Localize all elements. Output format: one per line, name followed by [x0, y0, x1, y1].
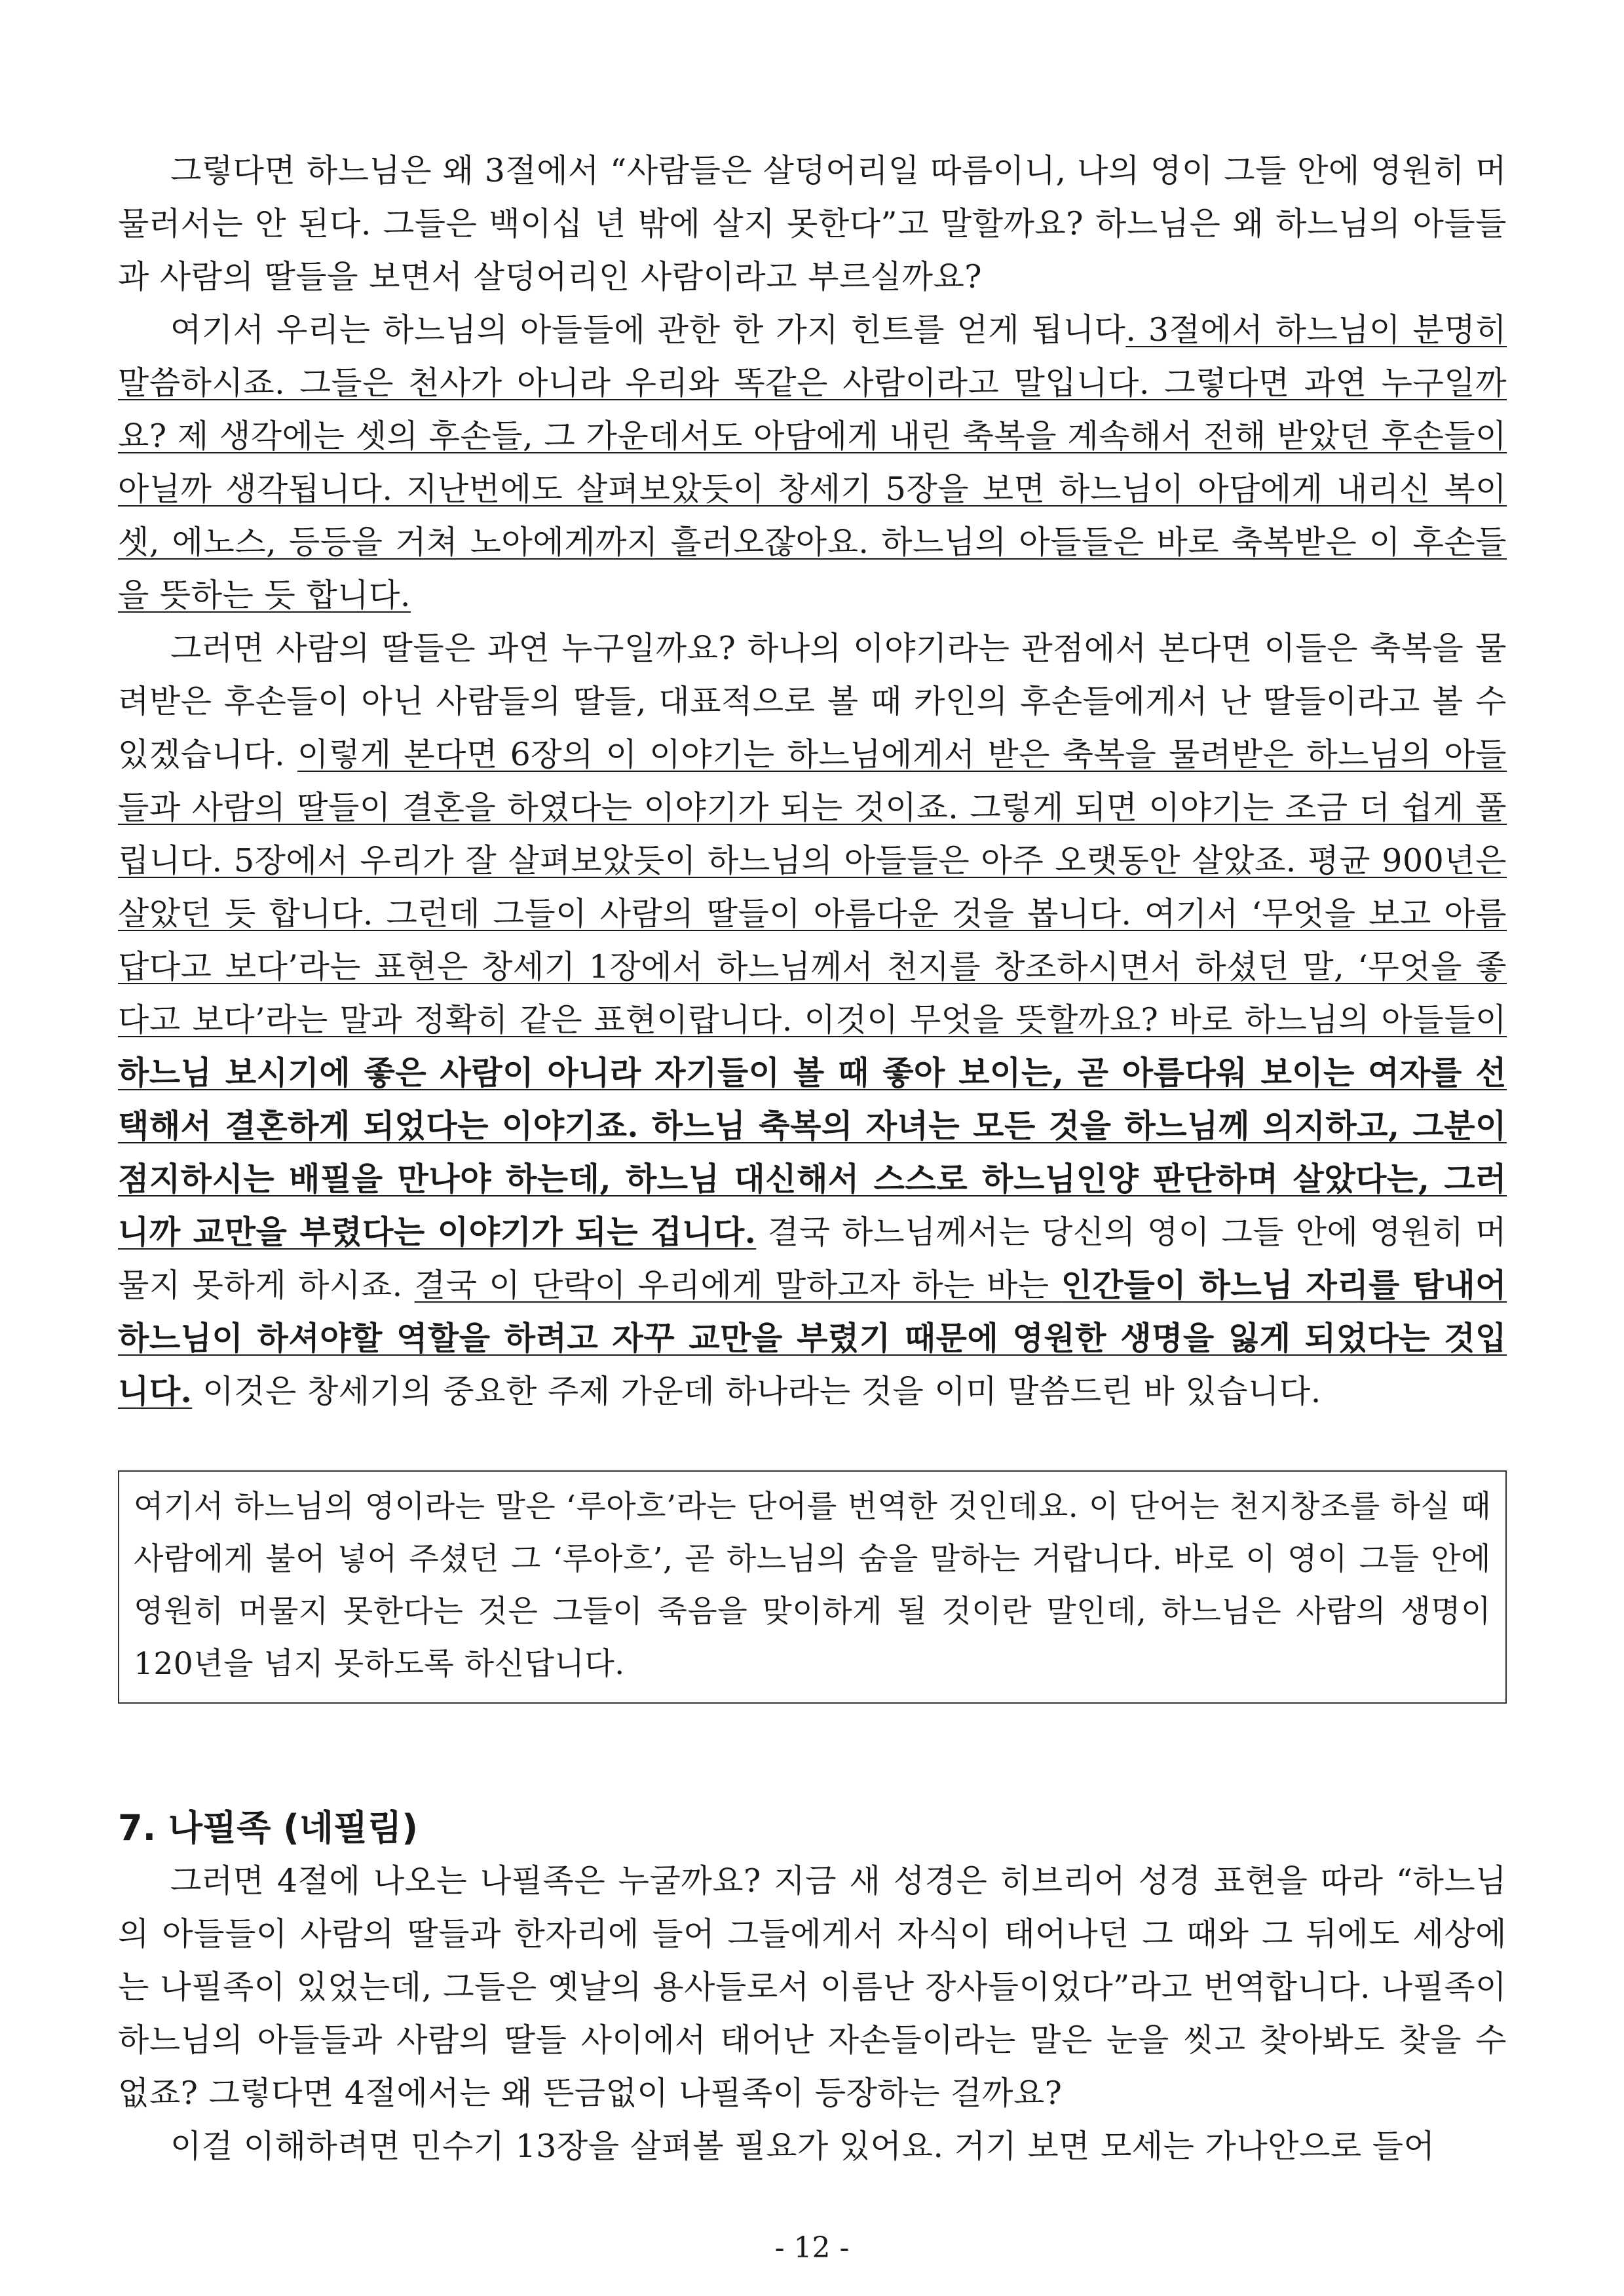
note-box — [118, 1470, 1507, 1704]
paragraph-1 — [118, 144, 1507, 303]
paragraph-3-underlined-a: 이렇게 본다면 6장의 이 이야기는 하느님에게서 받은 축복을 물려받은 하느님의 아들들과 사람의 딸들이 결혼을 하였다는 이야기가 되는 것이죠. 그렇게 되면 이야기는 조금 더 쉽게 풀립니다. 5장에서 우리가 잘 살펴보았듯이 하느님의 아들들은 아주 오랫동안 살았죠. 평균 900년은 살았던 듯 합니다. 그런데 그들이 사람의 딸들이 아름다운 것을 봅니다. 여기서 ‘무엇을 보고 아름답다고 보다’라는 표현은 창세기 1장에서 하느님께서 천지를 창조하시면서 하셨던 말, ‘무엇을 좋다고 보다’라는 말과 정확히 같은 표현이랍니다. 이것이 무엇을 뜻할까요? 바로 하느님의 아들들이 — [118, 736, 1507, 1039]
note-text: 여기서 하느님의 영이라는 말은 ‘루아흐’라는 단어를 번역한 것인데요. 이 단어는 천지창조를 하실 때 사람에게 불어 넣어 주셨던 그 ‘루아흐’, 곧 하느님의 숨을 말하는 거랍니다. 바로 이 영이 그들 안에 영원히 머물지 못한다는 것은 그들이 죽음을 맞이하게 될 것이란 말인데, 하느님은 사람의 생명이 120년을 넘지 못하도록 하신답니다. — [134, 1489, 1491, 1682]
paragraph-3-bold-underlined-b: 인간들이 하느님 자리를 탐내어 하느님이 하셔야할 역할을 하려고 자꾸 교만을 부렸기 때문에 영원한 생명을 잃게 되었다는 것입니다. — [118, 1266, 1507, 1410]
paragraph-2-text: 여기서 우리는 하느님의 아들들에 관한 한 가지 힌트를 얻게 됩니다 — [170, 311, 1126, 349]
paragraph-1-text: 그렇다면 하느님은 왜 3절에서 “사람들은 살덩어리일 따름이니, 나의 영이 그들 안에 영원히 머물러서는 안 된다. 그들은 백이십 년 밖에 살지 못한다”고 말할까요? 하느님은 왜 하느님의 아들들과 사람의 딸들을 보면서 살덩어리인 사람이라고 부르실까요? — [118, 152, 1507, 296]
section-heading: 7. 나필족 (네필림) — [118, 1807, 419, 1848]
page-number: - 12 - — [774, 2231, 850, 2265]
document-page — [118, 144, 1507, 2173]
paragraph-3 — [118, 622, 1507, 1418]
section-7-paragraph-1: 그러면 4절에 나오는 나필족은 누굴까요? 지금 새 성경은 히브리어 성경 표현을 따라 “하느님의 아들들이 사람의 딸들과 한자리에 들어 그들에게서 자식이 태어나던 그 때와 그 뒤에도 세상에는 나필족이 있었는데, 그들은 옛날의 용사들로서 이름난 장사들이었다”라고 번역합니다. 나필족이 하느님의 아들들과 사람의 딸들 사이에서 태어난 자손들이라는 말은 눈을 씻고 찾아봐도 찾을 수 없죠? 그렇다면 4절에서는 왜 뜬금없이 나필족이 등장하는 걸까요? — [118, 1862, 1507, 2112]
paragraph-2 — [118, 303, 1507, 622]
paragraph-3-text-b: 결국 하느님께서는 당신의 영이 그들 안에 영원히 머물지 못하게 하시죠. — [118, 1214, 1507, 1304]
paragraph-3-underlined-b: 결국 이 단락이 우리에게 말하고자 하는 바는 — [414, 1267, 1061, 1304]
section-7-paragraph-2: 이걸 이해하려면 민수기 13장을 살펴볼 필요가 있어요. 거기 보면 모세는 가나안으로 들어 — [170, 2128, 1435, 2165]
paragraph-3-bold-underlined-a: 하느님 보시기에 좋은 사람이 아니라 자기들이 볼 때 좋아 보이는, 곧 아름다워 보이는 여자를 선택해서 결혼하게 되었다는 이야기죠. 하느님 축복의 자녀는 모든 것을 하느님께 의지하고, 그분이 점지하시는 배필을 만나야 하는데, 하느님 대신해서 스스로 하느님인양 판단하며 살았다는, 그러니까 교만을 부렸다는 이야기가 되는 겁니다. — [118, 1054, 1507, 1251]
paragraph-3-text-c: 이것은 창세기의 중요한 주제 가운데 하나라는 것을 이미 말씀드린 바 있습니다. — [192, 1373, 1321, 1410]
paragraph-2-underlined: . 3절에서 하느님이 분명히 말씀하시죠. 그들은 천사가 아니라 우리와 똑같은 사람이라고 말입니다. 그렇다면 과연 누구일까요? 제 생각에는 셋의 후손들, 그 가운데서도 아담에게 내린 축복을 계속해서 전해 받았던 후손들이 아닐까 생각됩니다. 지난번에도 살펴보았듯이 창세기 5장을 보면 하느님이 아담에게 내리신 복이 셋, 에노스, 등등을 거쳐 노아에게까지 흘러오잖아요. 하느님의 아들들은 바로 축복받은 이 후손들을 뜻하는 듯 합니다. — [118, 311, 1507, 614]
paragraph-3-text-a: 그러면 사람의 딸들은 과연 누구일까요? 하나의 이야기라는 관점에서 본다면 이들은 축복을 물려받은 후손들이 아닌 사람들의 딸들, 대표적으로 볼 때 카인의 후손들에게서 난 딸들이라고 볼 수 있겠습니다. — [118, 630, 1507, 773]
